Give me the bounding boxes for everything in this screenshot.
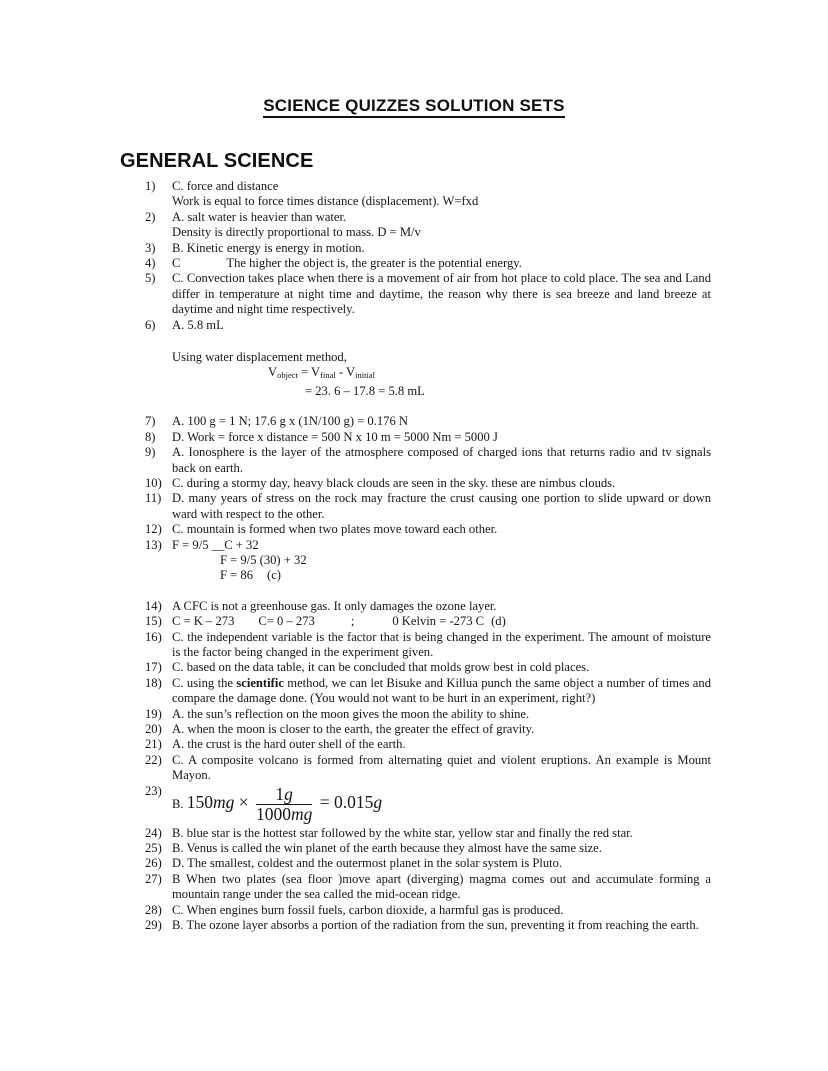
item-number: 24) xyxy=(145,825,162,840)
text-segment: = V xyxy=(297,365,321,380)
item-text xyxy=(172,722,711,737)
text-segment: C. mountain is formed when two plates move toward each other. xyxy=(172,522,498,537)
vertical-gap xyxy=(172,399,711,414)
spacer xyxy=(234,624,258,625)
item-number: 6) xyxy=(145,317,156,332)
text-segment: mg xyxy=(212,791,235,812)
item-text xyxy=(172,210,711,225)
item-number: 20) xyxy=(145,722,162,736)
item-body xyxy=(172,522,711,537)
list-item xyxy=(145,903,711,918)
item-text xyxy=(172,599,711,614)
text-segment: V xyxy=(268,365,278,380)
item-body xyxy=(172,676,711,707)
item-text xyxy=(172,903,711,918)
item-text xyxy=(172,194,711,209)
item-number: 13) xyxy=(145,537,162,552)
item-subline xyxy=(220,553,711,568)
item-subline xyxy=(220,568,711,583)
list-item xyxy=(145,476,711,491)
text-segment: C. using the xyxy=(172,675,237,690)
text-segment: C xyxy=(172,256,181,271)
text-segment: mg xyxy=(290,804,313,825)
item-body xyxy=(172,753,711,784)
item-number: 29) xyxy=(145,918,162,933)
list-item xyxy=(145,784,711,826)
item-body xyxy=(172,841,711,856)
item-text xyxy=(172,491,711,522)
item-number: 7) xyxy=(145,414,156,429)
vertical-gap xyxy=(172,333,711,350)
item-text xyxy=(172,241,711,256)
list-item xyxy=(145,491,711,522)
vertical-gap xyxy=(172,584,711,599)
item-body xyxy=(172,179,711,210)
item-number: 4) xyxy=(145,256,156,271)
list-item xyxy=(145,210,711,241)
item-body xyxy=(172,856,711,871)
text-segment: A. the crust is the hard outer shell of the earth. xyxy=(172,737,406,752)
text-segment: B When two plates (sea floor )move apart (diverging) magma comes out and accumulate forming a mountain range under the sea called the mid-ocean ridge. xyxy=(172,871,711,902)
item-text xyxy=(172,225,711,240)
list-item xyxy=(145,707,711,722)
list-item xyxy=(145,918,711,933)
item-text xyxy=(172,414,711,429)
item-number: 18) xyxy=(145,675,162,690)
answer-list xyxy=(145,179,711,933)
item-number: 8) xyxy=(145,429,156,444)
item-number: 26) xyxy=(145,856,162,871)
list-item xyxy=(145,318,711,415)
item-number: 11) xyxy=(145,491,162,506)
list-item xyxy=(145,271,711,317)
text-segment: F = 86 xyxy=(220,568,253,583)
item-number: 22) xyxy=(145,752,162,767)
spacer xyxy=(315,624,351,625)
text-segment: Density is directly proportional to mass. D = M/v xyxy=(172,225,421,240)
item-body xyxy=(172,918,711,933)
text-segment: F = 9/5 (30) + 32 xyxy=(220,552,307,567)
item-text xyxy=(172,538,711,553)
text-segment: Using water displacement method, xyxy=(172,350,347,365)
fraction-denominator xyxy=(256,805,312,824)
list-item xyxy=(145,256,711,271)
list-item xyxy=(145,445,711,476)
text-segment: g xyxy=(284,783,293,804)
item-body xyxy=(172,430,711,445)
text-segment: D. many years of stress on the rock may fracture the crust causing one portion to slide upward or down ward with respect to the other. xyxy=(172,491,711,521)
text-segment: D. Work = force x distance = 500 N x 10 m = 5000 Nm = 5000 J xyxy=(172,429,498,444)
text-segment: A. when the moon is closer to the earth, the greater the effect of gravity. xyxy=(172,722,535,736)
text-segment: C. the independent variable is the factor that is being changed in the experiment. The amount of moisture is the factor being changed in the experiment given. xyxy=(172,629,711,659)
item-body xyxy=(172,476,711,491)
text-segment: B. blue star is the hottest star followed by the white star, yellow star and finally the red star. xyxy=(172,825,633,840)
spacer xyxy=(354,624,392,625)
text-segment: C. force and distance xyxy=(172,179,279,193)
list-item xyxy=(145,630,711,661)
list-item xyxy=(145,241,711,256)
text-segment: C = K – 273 xyxy=(172,614,235,629)
text-segment: Work is equal to force times distance (displacement). W=fxd xyxy=(172,194,479,209)
document-title xyxy=(0,96,828,116)
item-body xyxy=(172,707,711,722)
text-segment: A. 5.8 mL xyxy=(172,317,224,332)
text-segment: = 23. 6 – 17.8 = 5.8 mL xyxy=(305,383,425,398)
text-segment: A. salt water is heavier than water. xyxy=(172,209,347,224)
item-text xyxy=(172,660,711,675)
item-text xyxy=(172,630,711,661)
item-body xyxy=(172,722,711,737)
item-text xyxy=(172,784,711,826)
text-segment: B. The ozone layer absorbs a portion of the radiation from the sun, preventing it from reaching the earth. xyxy=(172,918,699,933)
text-segment: 150 xyxy=(186,791,213,812)
item-number: 23) xyxy=(145,783,162,798)
item-text xyxy=(172,476,711,491)
item-number: 25) xyxy=(145,841,162,856)
text-segment: initial xyxy=(355,370,375,381)
item-body xyxy=(172,491,711,522)
item-text xyxy=(172,430,711,445)
item-number: 17) xyxy=(145,660,162,675)
text-segment: A CFC is not a greenhouse gas. It only damages the ozone layer. xyxy=(172,598,497,613)
list-item xyxy=(145,599,711,614)
item-body xyxy=(172,414,711,429)
text-segment: The higher the object is, the greater is the potential energy. xyxy=(226,256,522,271)
text-segment: C. When engines burn fossil fuels, carbon dioxide, a harmful gas is produced. xyxy=(172,902,564,917)
text-segment: F = 9/5 __C + 32 xyxy=(172,537,259,552)
list-item xyxy=(145,660,711,675)
list-item xyxy=(145,538,711,599)
item-number: 21) xyxy=(145,737,162,752)
item-number: 5) xyxy=(145,271,156,286)
text-segment: A. 100 g = 1 N; 17.6 g x (1N/100 g) = 0.176 N xyxy=(172,414,408,429)
spacer xyxy=(180,266,226,267)
fraction xyxy=(255,783,313,825)
text-segment: C. based on the data table, it can be concluded that molds grow best in cold places. xyxy=(172,660,590,675)
text-segment: method, we can let Bisuke and Killua punch the same object a number of times and compare the damage done. (You would not want to be hurt in an experiment, right?) xyxy=(172,675,711,706)
item-text xyxy=(172,841,711,856)
item-text xyxy=(172,445,711,476)
text-segment: final xyxy=(320,370,336,381)
item-text xyxy=(172,753,711,784)
item-text xyxy=(172,522,711,537)
text-segment: = xyxy=(315,791,334,812)
item-number: 2) xyxy=(145,209,156,224)
list-item xyxy=(145,753,711,784)
text-segment: 1000 xyxy=(255,804,291,825)
item-text xyxy=(172,256,711,271)
text-segment: (c) xyxy=(267,568,281,583)
item-text xyxy=(172,872,711,903)
list-item xyxy=(145,826,711,841)
list-item xyxy=(145,179,711,210)
item-body xyxy=(172,826,711,841)
text-segment: object xyxy=(277,370,298,381)
text-segment: g xyxy=(373,791,383,812)
item-subline xyxy=(268,365,711,383)
item-text xyxy=(172,826,711,841)
list-item xyxy=(145,522,711,537)
item-body xyxy=(172,445,711,476)
text-segment: A. the sun’s reflection on the moon gives the moon the ability to shine. xyxy=(172,706,530,721)
item-subline xyxy=(305,384,711,399)
list-item xyxy=(145,614,711,629)
item-number: 28) xyxy=(145,902,162,917)
text-segment: scientific xyxy=(236,675,284,690)
item-body xyxy=(172,784,711,826)
item-text xyxy=(172,856,711,871)
item-text xyxy=(172,918,711,933)
item-body xyxy=(172,660,711,675)
item-body xyxy=(172,318,711,415)
list-item xyxy=(145,856,711,871)
text-segment: C. Convection takes place when there is a movement of air from hot place to cold place. The sea and Land differ in temperature at night time and daytime, the reason why there is sea breeze and land breeze at daytime and night time respectively. xyxy=(172,271,711,317)
item-number: 10) xyxy=(145,475,162,490)
text-segment: 0.015 xyxy=(333,791,374,812)
item-body xyxy=(172,737,711,752)
text-segment: C. A composite volcano is formed from alternating quiet and violent eruptions. An example is Mount Mayon. xyxy=(172,752,711,783)
item-number: 9) xyxy=(145,445,156,460)
item-subline xyxy=(172,350,711,365)
item-body xyxy=(172,241,711,256)
item-text xyxy=(172,707,711,722)
item-body xyxy=(172,903,711,918)
text-segment: × xyxy=(234,791,253,812)
text-segment: 1 xyxy=(275,783,285,804)
item-text xyxy=(172,676,711,707)
item-number: 16) xyxy=(145,629,162,644)
item-text xyxy=(172,614,711,629)
item-body xyxy=(172,210,711,241)
list-item xyxy=(145,722,711,737)
list-item xyxy=(145,737,711,752)
item-number: 27) xyxy=(145,871,162,886)
text-segment: A. Ionosphere is the layer of the atmosphere composed of charged ions that returns radio and tv signals back on earth. xyxy=(172,445,711,475)
spacer xyxy=(253,578,267,579)
text-segment: - V xyxy=(335,365,356,380)
list-item xyxy=(145,872,711,903)
text-segment: C. during a stormy day, heavy black clouds are seen in the sky. these are nimbus clouds. xyxy=(172,475,616,490)
text-segment: (d) xyxy=(491,614,506,629)
text-segment: B. xyxy=(172,796,187,811)
text-segment: B. Venus is called the win planet of the earth because they almost have the same size. xyxy=(172,841,602,856)
item-number: 12) xyxy=(145,522,162,537)
item-number: 1) xyxy=(145,179,156,193)
item-number: 19) xyxy=(145,706,162,721)
text-segment: D. The smallest, coldest and the outermost planet in the solar system is Pluto. xyxy=(172,856,563,871)
item-text xyxy=(172,737,711,752)
text-segment: B. Kinetic energy is energy in motion. xyxy=(172,240,365,255)
fraction-numerator xyxy=(256,783,312,806)
list-item xyxy=(145,430,711,445)
text-segment: ; xyxy=(350,614,355,629)
item-number: 15) xyxy=(145,614,162,629)
item-text xyxy=(172,179,711,194)
text-segment: 0 Kelvin = -273 C xyxy=(392,614,485,629)
item-body xyxy=(172,630,711,661)
list-item xyxy=(145,676,711,707)
item-body xyxy=(172,614,711,629)
item-text xyxy=(172,271,711,317)
list-item xyxy=(145,841,711,856)
item-body xyxy=(172,256,711,271)
section-heading: GENERAL SCIENCE xyxy=(120,150,314,172)
item-text xyxy=(172,318,711,333)
item-body xyxy=(172,599,711,614)
list-item xyxy=(145,414,711,429)
document-title-text: SCIENCE QUIZZES SOLUTION SETS xyxy=(263,96,564,118)
item-body xyxy=(172,538,711,599)
item-number: 3) xyxy=(145,240,156,255)
item-number: 14) xyxy=(145,598,162,613)
item-body xyxy=(172,271,711,317)
text-segment: C= 0 – 273 xyxy=(258,614,315,629)
item-body xyxy=(172,872,711,903)
